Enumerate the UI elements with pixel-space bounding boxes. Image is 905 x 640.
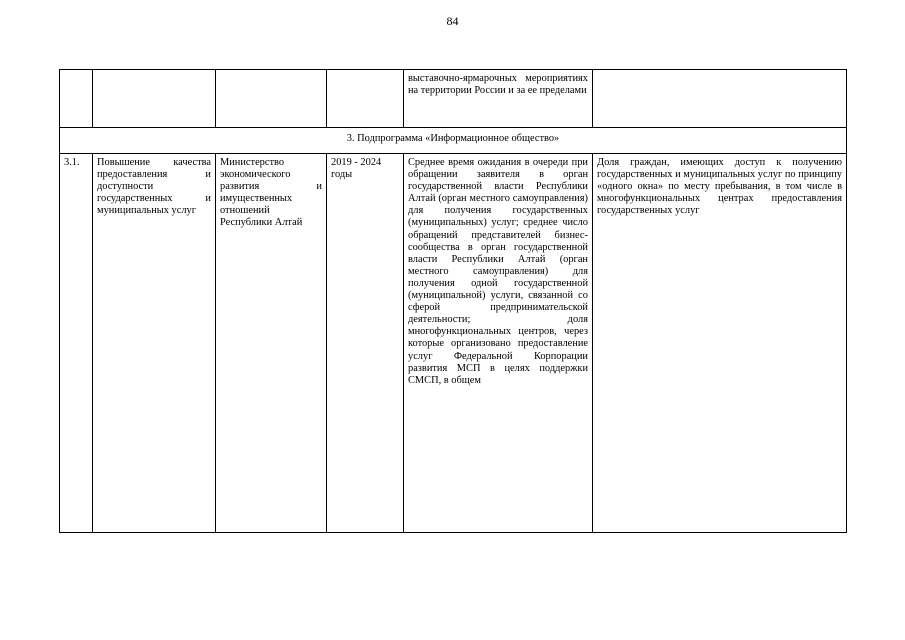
subprogram-row — [60, 128, 847, 154]
program-table — [59, 69, 847, 533]
measure-name: Повышение качества предоставления и доступности государственных и муниципальных услуг — [93, 154, 216, 533]
number-cell — [60, 70, 93, 128]
years-cell — [327, 70, 404, 128]
result-text: Доля граждан, имеющих доступ к получению государственных и муниципальных услуг по принципу «одного окна» по месту пребывания, в том числе в многофункциональных центрах предоставления государственных услуг — [593, 154, 847, 533]
years-unit: годы — [331, 169, 353, 181]
continuation-row — [60, 70, 847, 128]
name-cell — [93, 70, 216, 128]
years-range: 2019 - 2024 — [331, 157, 382, 168]
table-row — [60, 154, 847, 533]
indicator-text: Среднее время ожидания в очереди при обращении заявителя в орган государственной власти Республики Алтай (орган местного самоуправления) для получения государственных (муниципальных) услуг; среднее число обращений представителей бизнес-сообщества в орган государственной власти Республики Алтай (орган местного самоуправления) для получения одной государственной (муниципальной) услуги, связанной со сферой предпринимательской деятельности; доля многофункциональных центров, через которые организовано предоставление услуг Федеральной Корпорации развития МСП в целях поддержки СМСП, в общем — [404, 154, 593, 533]
implementation-years — [327, 154, 404, 533]
row-number: 3.1. — [60, 154, 93, 533]
executor-name: Министерство экономического развития и имущественных отношений Республики Алтай — [216, 154, 327, 533]
executor-cell — [216, 70, 327, 128]
indicator-cell: выставочно-ярмарочных мероприятиях на территории России и за ее пределами — [404, 70, 593, 128]
subprogram-title: 3. Подпрограмма «Информационное общество» — [60, 128, 847, 154]
result-cell — [593, 70, 847, 128]
page-number: 84 — [446, 14, 459, 28]
